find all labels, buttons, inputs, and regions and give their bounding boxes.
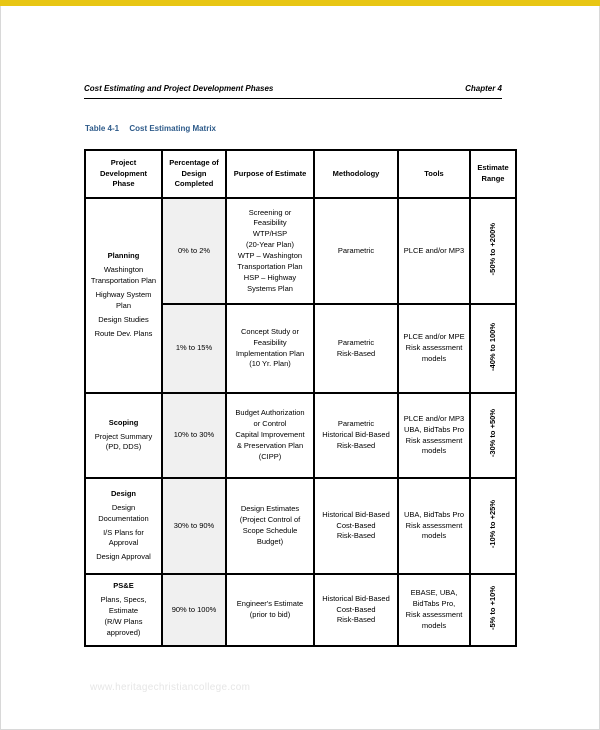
tools-cell xyxy=(398,478,470,574)
methodology-line: Cost-Based xyxy=(336,604,376,614)
purpose-cell xyxy=(226,574,314,646)
purpose-cell xyxy=(226,393,314,478)
purpose-line: Systems Plan xyxy=(247,283,293,293)
col-header-phase: Project Development Phase xyxy=(85,150,162,198)
tools-line: PLCE and/or MP3 xyxy=(403,413,465,423)
purpose-line: Feasibility xyxy=(253,218,287,228)
phase-line: Route Dev. Plans xyxy=(94,328,153,338)
phase-cell-scoping xyxy=(85,393,162,478)
phase-line: Design Studies xyxy=(98,314,149,324)
header-title: Cost Estimating and Project Development Phases xyxy=(84,84,274,93)
methodology-line: Parametric xyxy=(337,337,375,347)
purpose-line: Scope Schedule xyxy=(242,526,298,535)
tools-line: Risk assessment xyxy=(405,610,463,619)
purpose-line: (Project Control of xyxy=(239,515,301,525)
tools-line: Risk assessment xyxy=(405,435,463,445)
purpose-line: WTP – Washington xyxy=(237,251,303,260)
tools-line: Risk assessment xyxy=(405,343,463,353)
range-cell xyxy=(470,393,516,478)
phase-cell-design xyxy=(85,478,162,574)
purpose-line: Screening or xyxy=(248,207,292,217)
tools-line: UBA, BidTabs Pro xyxy=(403,509,465,519)
phase-title: Design xyxy=(110,488,136,498)
phase-line: Design Approval xyxy=(96,552,151,562)
purpose-line: HSP – Highway xyxy=(243,272,297,282)
phase-line: (R/W Plans xyxy=(104,616,143,626)
tools-line: Risk assessment xyxy=(405,520,463,530)
percentage-cell: 30% to 90% xyxy=(162,478,226,574)
purpose-line: & Preservation Plan xyxy=(236,440,304,450)
col-header-purpose: Purpose of Estimate xyxy=(226,150,314,198)
tools-line: models xyxy=(421,446,447,456)
watermark-text: www.heritagechristiancollege.com xyxy=(90,682,251,693)
methodology-line: Parametric xyxy=(337,245,375,255)
methodology-line: Historical Bid-Based xyxy=(322,593,390,603)
purpose-line: Implementation Plan xyxy=(235,348,305,358)
range-cell xyxy=(470,198,516,304)
tools-line: models xyxy=(421,620,447,630)
purpose-line: or Control xyxy=(253,419,287,429)
purpose-line: Design Estimates xyxy=(240,504,300,514)
tools-line: models xyxy=(421,353,447,363)
purpose-line: Transportation Plan xyxy=(237,261,303,271)
range-cell xyxy=(470,574,516,646)
col-header-tools: Tools xyxy=(398,150,470,198)
tools-cell xyxy=(398,198,470,304)
purpose-line: (CIPP) xyxy=(258,451,282,461)
methodology-cell xyxy=(314,198,398,304)
phase-line: approved) xyxy=(106,627,141,637)
purpose-cell xyxy=(226,478,314,574)
table-title: Cost Estimating Matrix xyxy=(129,124,217,133)
purpose-line: Budget) xyxy=(256,536,284,546)
phase-line: Washington Transportation Plan xyxy=(90,265,157,286)
table-row xyxy=(85,574,516,646)
methodology-line: Risk-Based xyxy=(336,440,376,450)
purpose-cell xyxy=(226,304,314,393)
tools-cell xyxy=(398,304,470,393)
table-number: Table 4-1 xyxy=(85,124,120,133)
range-cell xyxy=(470,304,516,393)
purpose-line: (prior to bid) xyxy=(249,610,291,619)
table-caption xyxy=(85,124,224,133)
methodology-cell xyxy=(314,478,398,574)
percentage-cell: 0% to 2% xyxy=(162,198,226,304)
phase-title: PS&E xyxy=(113,581,134,591)
purpose-line: (20-Year Plan) xyxy=(245,240,295,250)
purpose-line: Concept Study or xyxy=(241,326,299,336)
running-header xyxy=(84,84,502,98)
tools-line: PLCE and/or MP3 xyxy=(403,245,465,255)
phase-cell-pse xyxy=(85,574,162,646)
percentage-cell: 1% to 15% xyxy=(162,304,226,393)
phase-line: Estimate xyxy=(108,606,139,616)
methodology-cell xyxy=(314,574,398,646)
phase-line: Project Summary xyxy=(94,431,153,441)
table-row xyxy=(85,478,516,574)
header-chapter: Chapter 4 xyxy=(465,84,502,93)
purpose-line: Engineer's Estimate xyxy=(236,599,304,609)
methodology-line: Historical Bid-Based xyxy=(322,430,390,440)
methodology-line: Parametric xyxy=(337,419,375,429)
range-value: -50% to +200% xyxy=(487,222,497,276)
range-value: -5% to +10% xyxy=(487,586,497,631)
col-header-percentage: Percentage of Design Completed xyxy=(162,150,226,198)
table-row xyxy=(85,198,516,304)
purpose-line: WTP/HSP xyxy=(252,229,288,239)
tools-cell xyxy=(398,393,470,478)
col-header-range: Estimate Range xyxy=(470,150,516,198)
range-cell xyxy=(470,478,516,574)
methodology-cell xyxy=(314,304,398,393)
methodology-line: Historical Bid-Based xyxy=(322,509,390,519)
purpose-cell xyxy=(226,198,314,304)
phase-line: (PD, DDS) xyxy=(105,442,142,452)
phase-cell-planning xyxy=(85,198,162,393)
purpose-line: Feasibility xyxy=(253,337,287,347)
phase-title: Planning xyxy=(107,251,140,261)
tools-line: models xyxy=(421,531,447,541)
phase-line: Design xyxy=(111,502,136,512)
table-row xyxy=(85,393,516,478)
tools-line: BidTabs Pro, xyxy=(412,599,456,609)
phase-line: I/S Plans for xyxy=(103,527,144,537)
phase-line: Approval xyxy=(108,538,139,548)
col-header-methodology: Methodology xyxy=(314,150,398,198)
range-value: -30% to +50% xyxy=(487,409,497,458)
methodology-line: Cost-Based xyxy=(336,520,376,530)
tools-cell xyxy=(398,574,470,646)
methodology-line: Risk-Based xyxy=(336,531,376,541)
phase-line: Highway System Plan xyxy=(95,290,152,310)
methodology-cell xyxy=(314,393,398,478)
range-value: -40% to 100% xyxy=(487,322,497,371)
table-header-row xyxy=(85,150,516,198)
percentage-cell: 90% to 100% xyxy=(162,574,226,646)
methodology-line: Risk-Based xyxy=(336,348,376,358)
phase-title: Scoping xyxy=(108,417,139,427)
tools-line: PLCE and/or MPE xyxy=(403,332,465,342)
purpose-line: Budget Authorization xyxy=(235,408,305,418)
percentage-cell: 10% to 30% xyxy=(162,393,226,478)
range-value: -10% to +25% xyxy=(487,499,497,549)
cost-estimating-matrix xyxy=(84,149,517,647)
purpose-line: Capital Improvement xyxy=(235,430,305,440)
phase-line: Plans, Specs, xyxy=(100,595,147,605)
purpose-line: (10 Yr. Plan) xyxy=(249,359,291,369)
header-rule xyxy=(84,98,502,99)
tools-line: UBA, BidTabs Pro xyxy=(403,424,465,434)
top-accent-bar xyxy=(0,0,600,6)
phase-line: Documentation xyxy=(98,513,149,523)
tools-line: EBASE, UBA, xyxy=(410,588,458,598)
methodology-line: Risk-Based xyxy=(336,615,376,625)
